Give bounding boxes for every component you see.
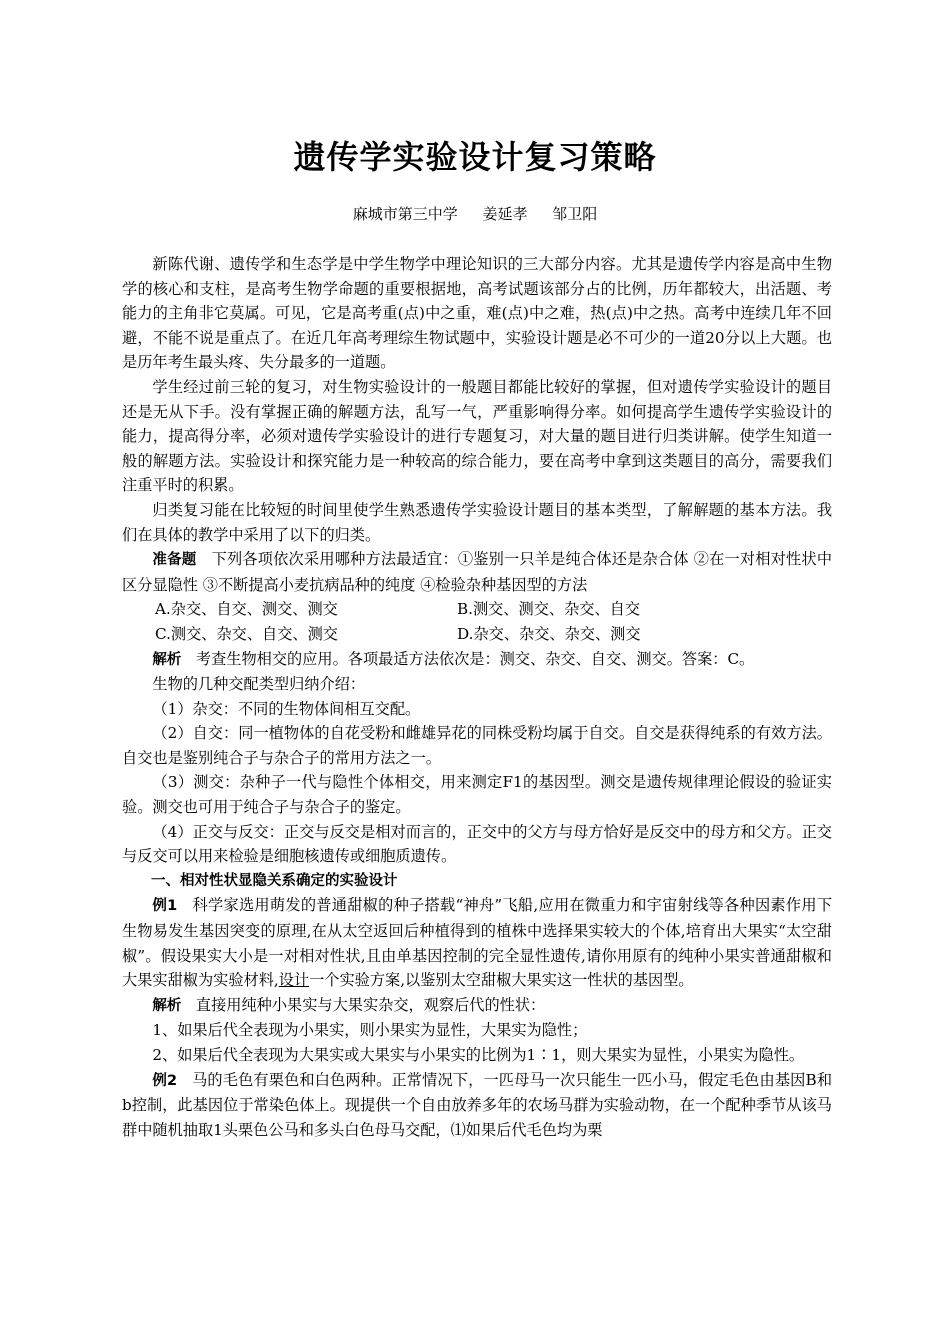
example-2-text: 马的毛色有栗色和白色两种。正常情况下，一匹母马一次只能生一匹小马，假定毛色由基因B和b控制，此基因位于常染色体上。现提供一个自由放养多年的农场马群为实验动物，在一个配种季节从该马群中随机抽取1头栗色公马和多头白色母马交配，⑴如果后代毛色均为栗 [122, 1070, 833, 1139]
analysis-1-text: 考查生物相交的应用。各项最适方法依次是：测交、杂交、自交、测交。答案：C。 [195, 649, 755, 668]
document-title: 遗传学实验设计复习策略 [293, 138, 657, 176]
type-3: （3）测交：杂种子一代与隐性个体相交，用来测定F1的基因型。测交是遗传规律理论假设的验证实验。测交也可用于纯合子与杂合子的鉴定。 [122, 773, 832, 817]
example-1-text-a: 科学家选用萌发的普通甜椒的种子搭载“神舟”飞船,应用在微重力和宇宙射线等各种因素作用下生物易发生基因突变的原理,在从太空返回后种植得到的植株中选择果实较大的个体,培育出大果实“太空甜椒”。假设果实大小是一对相对性状,且由单基因控制的完全显性遗传,请你用原有的纯种小果实普通甜椒和大果实甜椒为实验材料, [122, 896, 833, 990]
type-4: （4）正交与反交：正交与反交是相对而言的，正交中的父方与母方恰好是反交中的母方和父方。正交与反交可以用来检验是细胞核遗传或细胞质遗传。 [122, 822, 832, 866]
option-c: C.测交、杂交、自交、测交 [155, 624, 338, 643]
document-body [122, 252, 832, 1142]
prep-text: 下列各项依次采用哪种方法最适宜：①鉴别一只羊是纯合体还是杂合体 ②在一对相对性状中区分显隐性 ③不断提高小麦抗病品种的纯度 ④检验杂种基因型的方法 [122, 550, 833, 594]
analysis-2-text: 直接用纯种小果实与大果实杂交，观察后代的性状： [195, 995, 546, 1014]
section-heading-1: 一、相对性状显隐关系确定的实验设计 [151, 872, 398, 889]
paragraph-intro-3: 归类复习能在比较短的时间里使学生熟悉遗传学实验设计题目的基本类型，了解解题的基本方法。我们在具体的教学中采用了以下的归类。 [122, 500, 832, 544]
options-row-2 [122, 622, 832, 647]
author-name: 姜延孝 [482, 205, 528, 223]
prep-question [122, 547, 832, 597]
analysis-2 [122, 993, 832, 1019]
example-1 [122, 893, 832, 992]
example-1-label: 例1 [152, 898, 178, 915]
analysis-label: 解析 [152, 651, 182, 668]
type-2: （2）自交：同一植物体的自花受粉和雌雄异花的同株受粉均属于自交。自交是获得纯系的有效方法。自交也是鉴别纯合子与杂合子的常用方法之一。 [122, 724, 832, 767]
example-2 [122, 1068, 832, 1143]
example-1-text-b: 一个实验方案,以鉴别太空甜椒大果实这一性状的基因型。 [309, 971, 694, 990]
analysis-label-2: 解析 [152, 997, 182, 1014]
example-2-label: 例2 [152, 1072, 178, 1089]
types-intro: 生物的几种交配类型归纳介绍： [152, 675, 366, 694]
example-1-underlined: 设计 [278, 971, 310, 990]
byline [0, 203, 950, 224]
option-d: D.杂交、杂交、杂交、测交 [457, 624, 641, 643]
paragraph-intro-1: 新陈代谢、遗传学和生态学是中学生物学中理论知识的三大部分内容。尤其是遗传学内容是高中生物学的核心和支柱，是高考生物学命题的重要根据地，高考试题该部分占的比例，历年都较大，出活题、考能力的主角非它莫属。可见，它是高考重(点)中之重，难(点)中之难，热(点)中之热。高考中连续几年不回避，不能不说是重点了。在近几年高考理综生物试题中，实验设计题是必不可少的一道20分以上大题。也是历年考生最头疼、失分最多的一道题。 [122, 255, 832, 372]
options-row-1 [122, 597, 832, 622]
analysis-1 [122, 647, 832, 673]
prep-label: 准备题 [152, 552, 197, 569]
case-2: 2、如果后代全表现为大果实或大果实与小果实的比例为1∶1，则大果实为显性，小果实为隐性。 [152, 1046, 805, 1064]
paragraph-intro-2: 学生经过前三轮的复习，对生物实验设计的一般题目都能比较好的掌握，但对遗传学实验设计的题目还是无从下手。没有掌握正确的解题方法，乱写一气，严重影响得分率。如何提高学生遗传学实验设计的能力，提高得分率，必须对遗传学实验设计的进行专题复习，对大量的题目进行归类讲解。使学生知道一般的解题方法。实验设计和探究能力是一种较高的综合能力，要在高考中拿到这类题目的高分，需要我们注重平时的积累。 [122, 377, 832, 495]
type-1: （1）杂交：不同的生物体间相互交配。 [152, 699, 421, 718]
school-name: 麻城市第三中学 [352, 205, 458, 223]
option-b: B.测交、测交、杂交、自交 [457, 600, 641, 619]
case-1: 1、如果后代全表现为小果实，则小果实为显性，大果实为隐性； [152, 1021, 588, 1040]
option-a: A.杂交、自交、测交、测交 [155, 600, 338, 619]
author-name-2: 邹卫阳 [552, 205, 598, 223]
